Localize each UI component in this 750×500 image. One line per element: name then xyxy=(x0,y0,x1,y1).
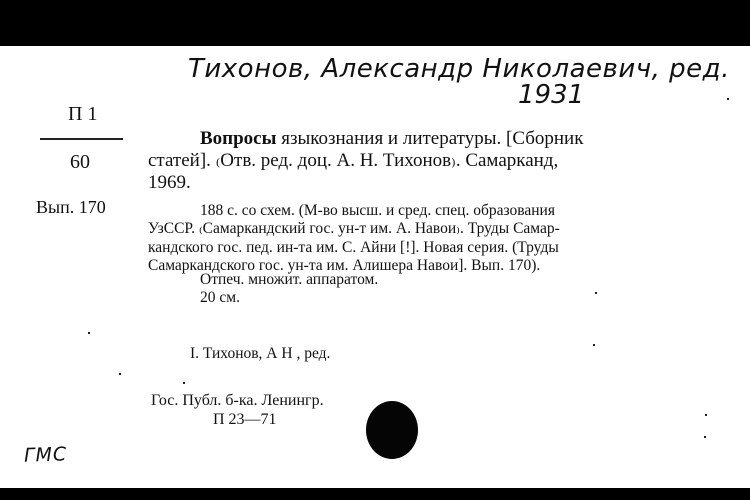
bibliographic-entry xyxy=(148,128,733,307)
desc-line-2: УзССР. ₍Самаркандский гос. ун-т им. А. Навои₎. Труды Самар- xyxy=(148,220,560,238)
notes xyxy=(200,271,378,308)
handwritten-author-heading: Тихонов, Александр Николаевич, ред. xyxy=(188,54,730,84)
title-keyword: Вопросы xyxy=(200,128,277,149)
call-number-middle: 60 xyxy=(70,151,90,173)
scan-speck xyxy=(704,436,706,438)
tracing: I. Тихонов, А Н , ред. xyxy=(190,345,331,362)
physical-description xyxy=(148,202,733,276)
catalog-card xyxy=(0,46,750,488)
call-number-top: П 1 xyxy=(68,103,98,125)
holding-line-2: П 23—71 xyxy=(213,410,277,428)
ink-blot xyxy=(366,401,418,459)
title-line-1 xyxy=(200,128,733,150)
handwritten-year: 1931 xyxy=(518,80,585,110)
desc-line-1: 188 с. со схем. (М-во высш. и сред. спец. образования xyxy=(200,202,555,219)
title-line-2: статей]. ₍Отв. ред. доц. А. Н. Тихонов₎. Самарканд, xyxy=(148,150,559,171)
holding-line-1: Гос. Публ. б-ка. Ленингр. xyxy=(151,392,324,409)
title-line-1-rest: языкознания и литературы. [Сборник xyxy=(276,128,584,149)
scan-speck xyxy=(705,414,707,416)
desc-line-3: кандского гос. пед. ин-та им. С. Айни [!]. Новая серия. (Труды xyxy=(148,238,559,256)
scan-speck xyxy=(88,332,90,334)
desc-line-4: Самаркандского гос. ун-та им. Алишера Навои]. Вып. 170). xyxy=(148,257,541,275)
scan-speck xyxy=(595,292,597,294)
title-line-3: 1969. xyxy=(148,172,191,193)
call-number-issue: Вып. 170 xyxy=(36,197,106,217)
note-line-1: Отпеч. множит. аппаратом. xyxy=(200,271,379,288)
scan-border xyxy=(0,488,750,500)
scan-speck xyxy=(183,382,185,384)
scan-speck xyxy=(119,373,121,375)
scan-speck xyxy=(593,344,595,346)
holdings xyxy=(151,392,324,430)
scan-speck xyxy=(727,98,729,100)
call-number-divider xyxy=(40,138,123,140)
handwritten-initials: ГМС xyxy=(23,443,68,467)
note-line-2: 20 см. xyxy=(200,289,240,307)
